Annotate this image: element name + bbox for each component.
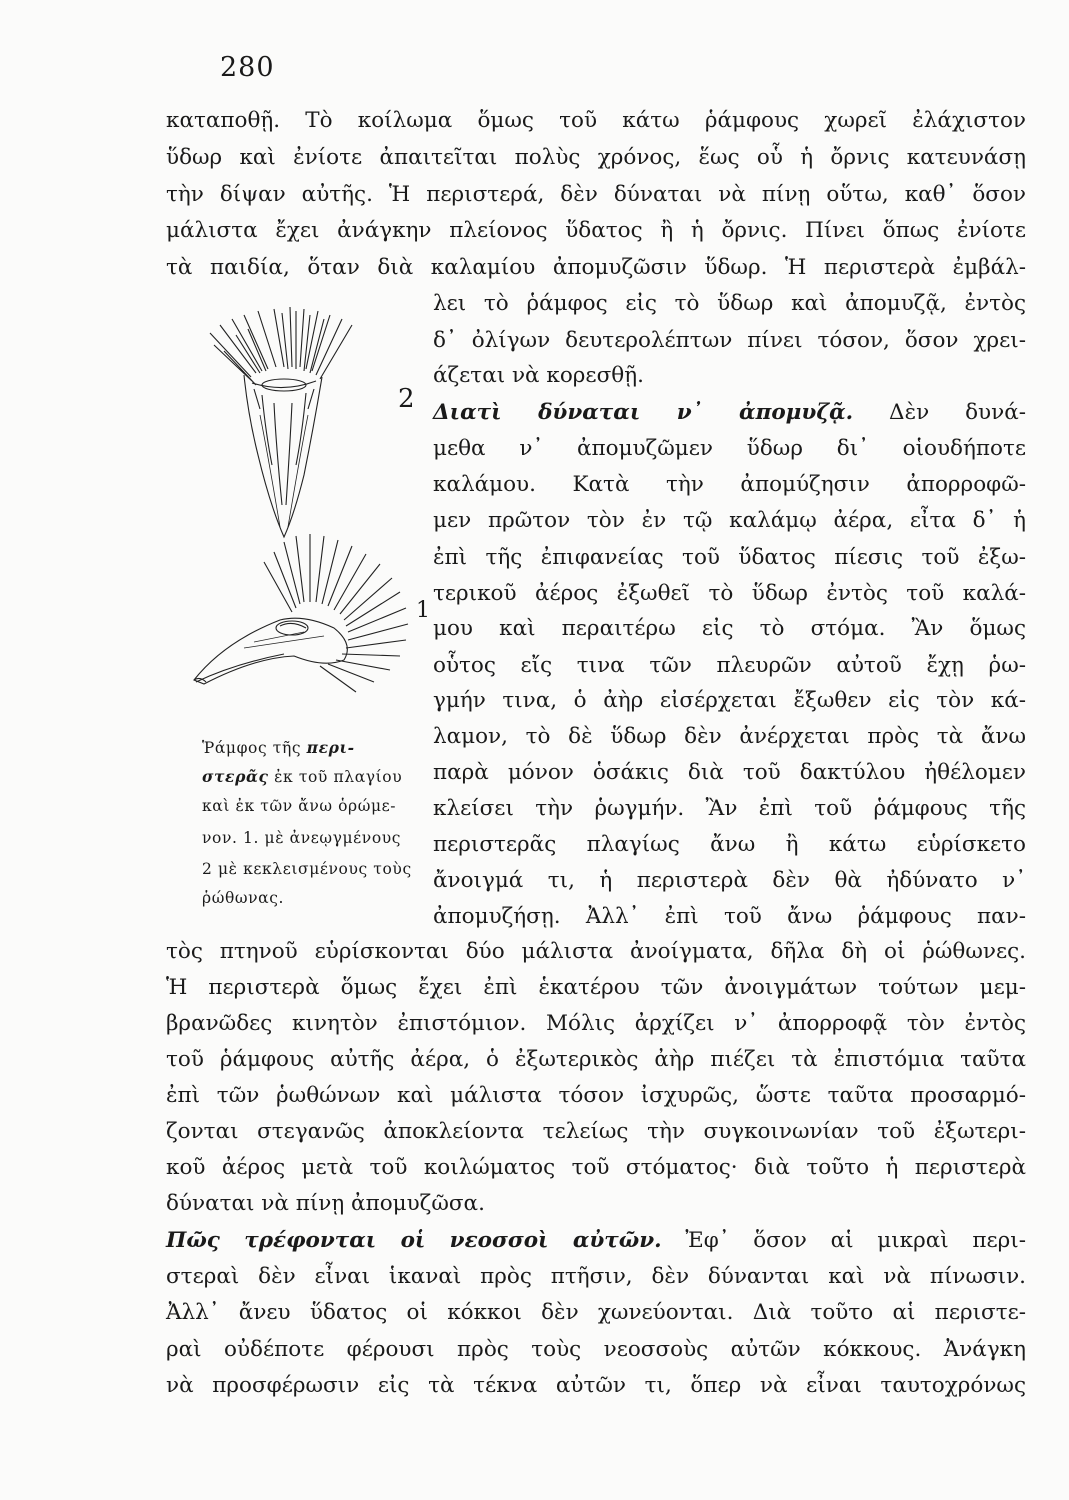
heading-continuation: Δὲν δυνά- (889, 400, 1026, 425)
text-line: τὰ παιδία, ὅταν διὰ καλαμίου ἀπομυζῶσιν ὕδωρ. Ἡ περιστερὰ ἐμβάλ- (166, 255, 1026, 280)
text-line: ζονται στεγανῶς ἀποκλείοντα τελείως τὴν συγκοινωνίαν τοῦ ἐξωτερι- (166, 1119, 1026, 1144)
text-line: λει τὸ ῥάμφος εἰς τὸ ὕδωρ καὶ ἀπομυζᾷ, ἐντὸς (433, 291, 1026, 316)
text-line: παρὰ μόνον ὁσάκις διὰ τοῦ δακτύλου ἠθέλομεν (433, 760, 1026, 785)
text-line: ἀπομυζήσῃ. Ἀλλ᾽ ἐπὶ τοῦ ἄνω ῥάμφους παν- (433, 904, 1026, 929)
heading-continuation: Ἐφ᾽ ὅσον αἱ μικραὶ περι- (685, 1228, 1026, 1253)
text-line: περιστερᾶς πλαγίως ἄνω ἢ κάτω εὑρίσκετο (433, 832, 1026, 857)
figure-label-1: 1 (416, 598, 430, 623)
beak-side-view-illustration (184, 532, 424, 702)
text-line: βρανῶδες κινητὸν ἐπιστόμιον. Μόλις ἀρχίζει ν᾽ ἀπορροφᾷ τὸν ἐντὸς (166, 1011, 1026, 1036)
text-line: καλάμου. Κατὰ τὴν ἀπομύζησιν ἀπορροφῶ- (433, 472, 1026, 497)
figure-caption-line: 2 μὲ κεκλεισμένους τοὺς (202, 860, 412, 878)
section-heading: Πῶς τρέφονται οἱ νεοσσοὶ αὐτῶν. (166, 1228, 662, 1253)
text-line: δ᾽ ὀλίγων δευτερολέπτων πίνει τόσον, ὅσον χρει- (433, 328, 1026, 353)
text-line: γμήν τινα, ὁ ἀὴρ εἰσέρχεται ἔξωθεν εἰς τὸν κά- (433, 688, 1026, 713)
figure-caption-line: καὶ ἐκ τῶν ἄνω ὁρώμε- (202, 797, 397, 815)
text-line: καταποθῇ. Τὸ κοίλωμα ὅμως τοῦ κάτω ῥάμφους χωρεῖ ἐλάχιστον (166, 108, 1026, 133)
text-line: δύναται νὰ πίνῃ ἀπομυζῶσα. (166, 1191, 485, 1216)
figure-caption-line (202, 733, 430, 763)
text-line: ἐπὶ τῶν ῥωθώνων καὶ μάλιστα τόσον ἰσχυρῶς, ὥστε ταῦτα προσαρμό- (166, 1083, 1026, 1108)
figure-caption-line: νον. 1. μὲ ἀνεῳγμένους (202, 829, 402, 847)
text-line: μου καὶ περαιτέρω εἰς τὸ στόμα. Ἂν ὅμως (433, 616, 1026, 641)
text-line: νὰ προσφέρωσιν εἰς τὰ τέκνα αὐτῶν τι, ὅπερ νὰ εἶναι ταυτοχρόνως (166, 1373, 1026, 1398)
caption-text: ἐκ τοῦ πλαγίου (274, 768, 403, 786)
caption-bold: στερᾶς (202, 767, 269, 786)
text-line: ἄνοιγμά τι, ἡ περιστερὰ δὲν θὰ ἠδύνατο ν᾽ (433, 868, 1026, 893)
caption-text: Ῥάμφος τῆς (202, 739, 302, 757)
text-line: μεθα ν᾽ ἀπομυζῶμεν ὕδωρ δι᾽ οἱουδήποτε (433, 436, 1026, 461)
text-line: τὴν δίψαν αὐτῆς. Ἡ περιστερά, δὲν δύναται νὰ πίνῃ οὕτω, καθ᾽ ὅσον (166, 182, 1026, 207)
text-line: τοῦ ῥάμφους αὐτῆς ἀέρα, ὁ ἐξωτερικὸς ἀὴρ πιέζει τὰ ἐπιστόμια ταῦτα (166, 1047, 1026, 1072)
text-line: ἐπὶ τῆς ἐπιφανείας τοῦ ὕδατος πίεσις τοῦ ἐξω- (433, 545, 1026, 570)
text-line: στεραὶ δὲν εἶναι ἱκαναὶ πρὸς πτῆσιν, δὲν δύνανται καὶ νὰ πίνωσιν. (166, 1264, 1026, 1289)
section-heading: Διατὶ δύναται ν᾽ ἀπομυζᾷ. (433, 400, 854, 425)
text-line: Ἡ περιστερὰ ὅμως ἔχει ἐπὶ ἑκατέρου τῶν ἀνοιγμάτων τούτων μεμ- (166, 975, 1026, 1000)
figure-caption-line: ῥώθωνας. (202, 889, 285, 907)
text-line: μεν πρῶτον τὸν ἐν τῷ καλάμῳ ἀέρα, εἶτα δ᾽ ἡ (433, 508, 1026, 533)
caption-bold: περι- (306, 738, 355, 757)
figure-label-2: 2 (398, 384, 415, 414)
page-number: 280 (220, 52, 275, 83)
text-line: άζεται νὰ κορεσθῇ. (433, 363, 644, 388)
text-line: ραὶ οὐδέποτε φέρουσι πρὸς τοὺς νεοσσοὺς αὐτῶν κόκκους. Ἀνάγκη (166, 1337, 1026, 1362)
text-line: τὸς πτηνοῦ εὑρίσκονται δύο μάλιστα ἀνοίγματα, δῆλα δὴ οἱ ῥώθωνες. (166, 939, 1026, 964)
text-line: τερικοῦ ἀέρος ἐξωθεῖ τὸ ὕδωρ ἐντὸς τοῦ καλά- (433, 581, 1026, 606)
section-heading-line (433, 398, 1026, 428)
text-line: κοῦ ἀέρος μετὰ τοῦ κοιλώματος τοῦ στόματος· διὰ τοῦτο ἡ περιστερὰ (166, 1155, 1026, 1180)
text-line: Ἀλλ᾽ ἄνευ ὕδατος οἱ κόκκοι δὲν χωνεύονται. Διὰ τοῦτο αἱ περιστε- (166, 1300, 1026, 1325)
figure-caption-line (202, 762, 430, 792)
section-heading-line (166, 1226, 1026, 1256)
text-line: λαμον, τὸ δὲ ὕδωρ δὲν ἀνέρχεται πρὸς τὰ ἄνω (433, 724, 1026, 749)
text-line: μάλιστα ἔχει ἀνάγκην πλείονος ὕδατος ἢ ἡ ὄρνις. Πίνει ὅπως ἐνίοτε (166, 218, 1026, 243)
text-line: οὗτος εἴς τινα τῶν πλευρῶν αὐτοῦ ἔχῃ ῥω- (433, 653, 1026, 678)
text-line: κλείσει τὴν ῥωγμήν. Ἂν ἐπὶ τοῦ ῥάμφους τῆς (433, 796, 1026, 821)
beak-top-view-illustration (196, 305, 366, 545)
text-line: ὕδωρ καὶ ἐνίοτε ἀπαιτεῖται πολὺς χρόνος, ἕως οὗ ἡ ὄρνις κατευνάσῃ (166, 145, 1026, 170)
